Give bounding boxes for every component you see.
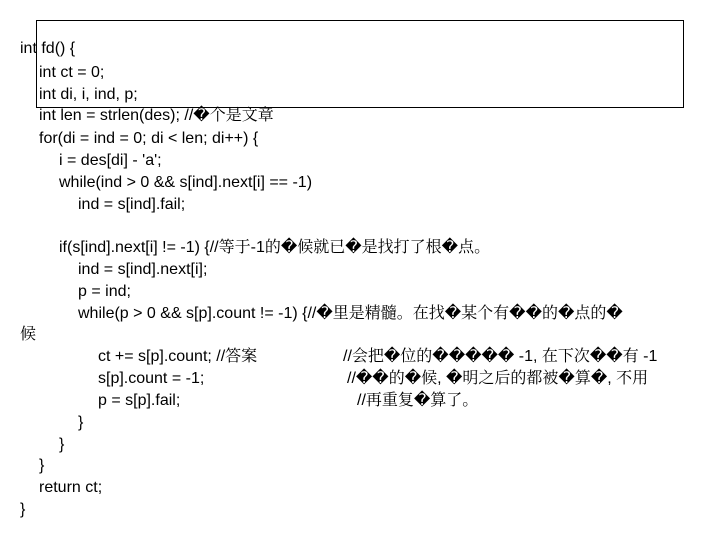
- code-line: int len = strlen(des); //�个是文章: [39, 107, 274, 124]
- code-line: }: [59, 436, 65, 453]
- code-line: while(p > 0 && s[p].count != -1) {//�里是精髓。在找�某个有��的�点的�: [78, 305, 623, 322]
- side-comment: //会把�位的����� -1, 在下次��有 -1: [343, 348, 658, 365]
- code-line: while(ind > 0 && s[ind].next[i] == -1): [59, 174, 313, 191]
- side-comment: //再重复�算了。: [357, 392, 479, 409]
- code-line: 候: [20, 326, 37, 343]
- code-line: }: [39, 457, 45, 474]
- code-line: if(s[ind].next[i] != -1) {//等于-1的�候就已�是找打了根�点。: [59, 239, 491, 256]
- code-line: ct += s[p].count; //答案: [98, 348, 258, 365]
- side-comment: //��的�候, �明之后的都被�算�, 不用: [347, 370, 649, 387]
- code-line: int di, i, ind, p;: [39, 86, 138, 103]
- code-line: p = ind;: [78, 283, 131, 300]
- code-line: return ct;: [39, 479, 103, 496]
- code-line: }: [20, 501, 26, 518]
- code-line: int fd() {: [20, 40, 76, 57]
- code-line: ind = s[ind].next[i];: [78, 261, 208, 278]
- code-line: int ct = 0;: [39, 64, 105, 81]
- code-line: s[p].count = -1;: [98, 370, 205, 387]
- code-line: i = des[di] - 'a';: [59, 152, 162, 169]
- code-line: for(di = ind = 0; di < len; di++) {: [39, 130, 259, 147]
- code-line: }: [78, 414, 84, 431]
- code-line: ind = s[ind].fail;: [78, 196, 186, 213]
- code-line: p = s[p].fail;: [98, 392, 181, 409]
